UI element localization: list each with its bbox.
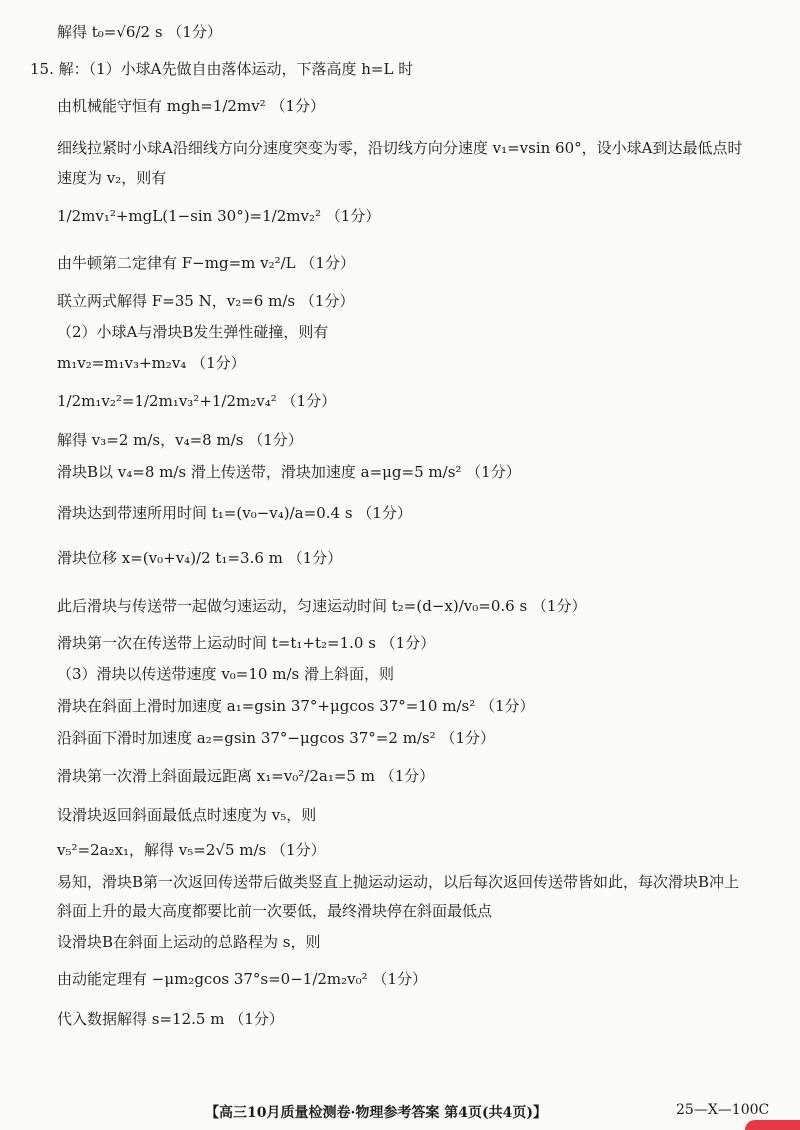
- text-line: 解得 t₀=√6/2 s （1分）: [57, 23, 222, 41]
- text-line: 代入数据解得 s=12.5 m （1分）: [57, 1010, 284, 1028]
- text-line: （3）滑块以传送带速度 v₀=10 m/s 滑上斜面，则: [57, 665, 394, 683]
- text-line: 由机械能守恒有 mgh=1/2mv² （1分）: [57, 97, 325, 115]
- text-line: 设滑块B在斜面上运动的总路程为 s，则: [57, 933, 321, 951]
- text-line: 滑块B以 v₄=8 m/s 滑上传送带，滑块加速度 a=μg=5 m/s² （1分）: [57, 463, 521, 481]
- text-line: 由牛顿第二定律有 F−mg=m v₂²/L （1分）: [57, 254, 355, 272]
- text-line: 易知，滑块B第一次返回传送带后做类竖直上抛运动运动，以后每次返回传送带皆如此，每次滑块B冲上: [57, 873, 740, 891]
- text-line: （2）小球A与滑块B发生弹性碰撞，则有: [57, 323, 329, 341]
- text-line: 滑块达到带速所用时间 t₁=(v₀−v₄)/a=0.4 s （1分）: [57, 504, 412, 522]
- text-line: 此后滑块与传送带一起做匀速运动，匀速运动时间 t₂=(d−x)/v₀=0.6 s （1分）: [57, 597, 587, 615]
- text-line: 设滑块返回斜面最低点时速度为 v₅，则: [57, 806, 317, 824]
- text-line: 滑块位移 x=(v₀+v₄)/2 t₁=3.6 m （1分）: [57, 549, 343, 567]
- question-15-heading: 15. 解：（1）小球A先做自由落体运动，下落高度 h=L 时: [30, 60, 414, 78]
- text-line: 滑块在斜面上滑时加速度 a₁=gsin 37°+μgcos 37°=10 m/s² （1分）: [57, 697, 535, 715]
- text-line: 联立两式解得 F=35 N，v₂=6 m/s （1分）: [57, 292, 355, 310]
- text-line: 沿斜面下滑时加速度 a₂=gsin 37°−μgcos 37°=2 m/s² （1分）: [57, 729, 495, 747]
- text-line: 速度为 v₂，则有: [57, 169, 167, 187]
- corner-mark: [745, 1120, 800, 1130]
- text-line: 滑块第一次在传送带上运动时间 t=t₁+t₂=1.0 s （1分）: [57, 634, 436, 652]
- text-line: 由动能定理有 −μm₂gcos 37°s=0−1/2m₂v₀² （1分）: [57, 970, 427, 988]
- text-line: 细线拉紧时小球A沿细线方向分速度突变为零，沿切线方向分速度 v₁=vsin 60°，设小球A到达最低点时: [57, 139, 743, 157]
- text-line: 1/2mv₁²+mgL(1−sin 30°)=1/2mv₂² （1分）: [57, 207, 381, 225]
- text-line: m₁v₂=m₁v₃+m₂v₄ （1分）: [57, 354, 246, 372]
- page-footer: [0, 1098, 800, 1124]
- footer-code: 25—X—100C: [676, 1102, 770, 1118]
- text-line: v₅²=2a₂x₁，解得 v₅=2√5 m/s （1分）: [57, 841, 326, 859]
- footer-title: 【高三10月质量检测卷·物理参考答案 第4页(共4页)】: [205, 1105, 547, 1121]
- text-line: 1/2m₁v₂²=1/2m₁v₃²+1/2m₂v₄² （1分）: [57, 392, 337, 410]
- text-line: 滑块第一次滑上斜面最远距离 x₁=v₀²/2a₁=5 m （1分）: [57, 767, 435, 785]
- text-line: 斜面上升的最大高度都要比前一次要低，最终滑块停在斜面最低点: [57, 902, 493, 920]
- text-line: 解得 v₃=2 m/s，v₄=8 m/s （1分）: [57, 431, 303, 449]
